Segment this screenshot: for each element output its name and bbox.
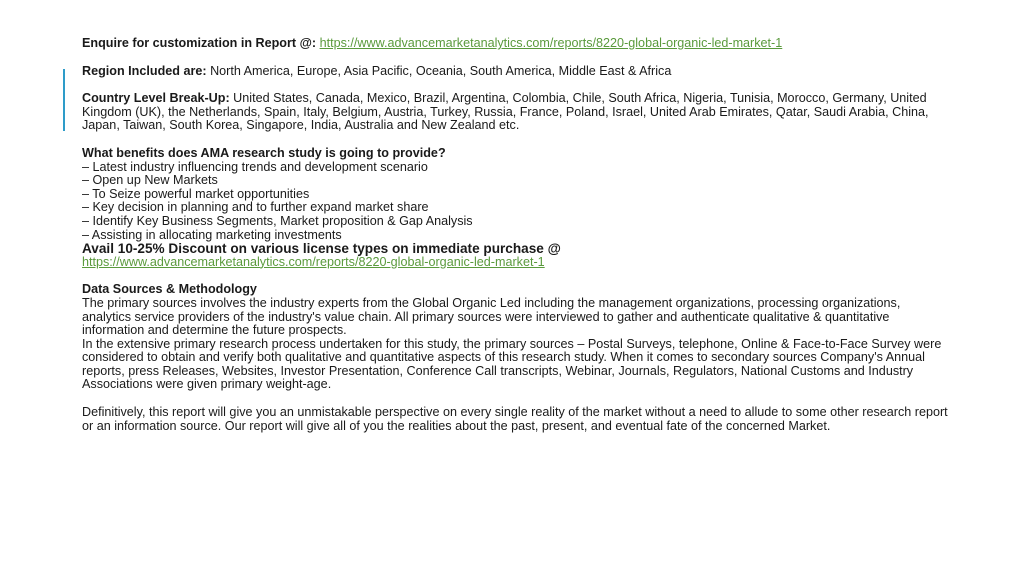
country-line — [82, 92, 950, 133]
region-label: Region Included are: — [82, 63, 207, 78]
methodology-section — [82, 283, 950, 392]
methodology-para-1: The primary sources involves the industry experts from the Global Organic Led including the management organizations, processing organizations, analytics service providers of the industry's value chain. All primary sources were interviewed to gather and authenticate qualitative & quantitative information and determine the future prospects. — [82, 295, 901, 338]
methodology-para-2: In the extensive primary research process undertaken for this study, the primary sources – Postal Surveys, telephone, Online & Face-to-Face Survey were considered to obtain and verify both qualitative and quantitative aspects of this research study. When it comes to secondary sources Company's Annual reports, press Releases, Websites, Investor Presentation, Conference Call transcripts, Webinar, Journals, Regulators, National Customs and Industry Associations were given primary weight-age. — [82, 336, 942, 392]
conclusion-paragraph: Definitively, this report will give you an unmistakable perspective on every single reality of the market without a need to allude to some other research report or an information source. Our report will give all of you the realities about the past, present, and eventual fate of the concerned Market. — [82, 405, 948, 433]
benefits-section — [82, 147, 950, 269]
slide-content — [82, 37, 950, 433]
discount-link[interactable]: https://www.advancemarketanalytics.com/reports/8220-global-organic-led-market-1 — [82, 254, 545, 269]
enquire-link[interactable]: https://www.advancemarketanalytics.com/reports/8220-global-organic-led-market-1 — [319, 36, 783, 50]
benefit-item: – Key decision in planning and to further expand market share — [82, 200, 429, 215]
benefit-item: – Open up New Markets — [82, 173, 218, 188]
benefit-item: – To Seize powerful market opportunities — [82, 186, 310, 201]
benefit-item: – Latest industry influencing trends and development scenario — [82, 159, 428, 174]
benefits-heading: What benefits does AMA research study is going to provide? — [82, 145, 446, 160]
region-value: North America, Europe, Asia Pacific, Oceania, South America, Middle East & Africa — [210, 63, 672, 78]
methodology-heading: Data Sources & Methodology — [82, 282, 257, 297]
enquire-line — [82, 37, 950, 51]
discount-heading: Avail 10-25% Discount on various license types on immediate purchase @ — [82, 241, 561, 257]
enquire-label: Enquire for customization in Report @: — [82, 36, 317, 50]
country-value: United States, Canada, Mexico, Brazil, Argentina, Colombia, Chile, South Africa, Nigeria, Tunisia, Morocco, Germany, United Kingdom (UK), the Netherlands, Spain, Italy, Belgium, Austria, Turkey, Russia, France, Poland, Israel, United Arab Emirates, Qatar, Saudi Arabia, China, Japan, Taiwan, South Korea, Singapore, India, Australia and New Zealand etc. — [82, 91, 929, 133]
accent-bar — [63, 69, 65, 131]
region-line — [82, 65, 950, 79]
benefit-item: – Assisting in allocating marketing investments — [82, 227, 342, 242]
country-label: Country Level Break-Up: — [82, 91, 230, 106]
benefit-item: – Identify Key Business Segments, Market proposition & Gap Analysis — [82, 213, 473, 228]
